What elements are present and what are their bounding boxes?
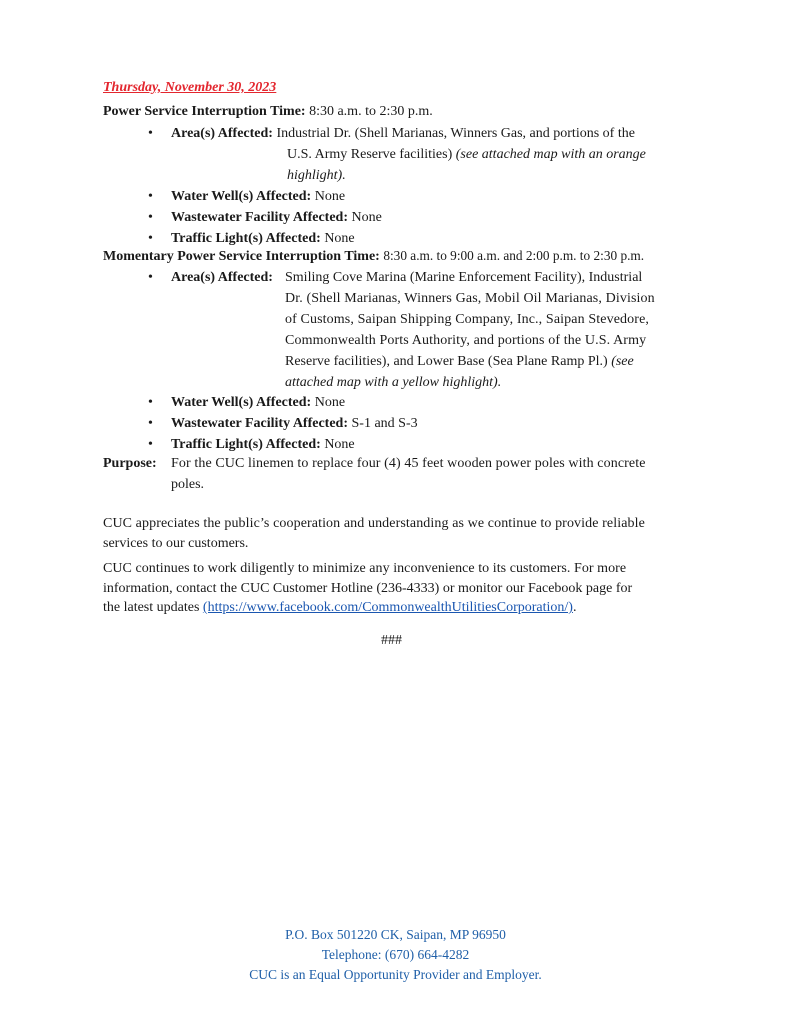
power-interruption-line xyxy=(103,101,433,122)
bullet-icon: • xyxy=(148,416,153,431)
wastewater-value-2: S-1 and S-3 xyxy=(351,416,418,431)
area2-l1: Smiling Cove Marina (Marine Enforcement Facility), Industrial xyxy=(285,270,643,285)
area2-l4: Commonwealth Ports Authority, and portions of the U.S. Army xyxy=(285,333,647,348)
wastewater-line xyxy=(171,207,382,228)
area2-l5-italic: (see xyxy=(611,354,634,369)
end-mark: ### xyxy=(381,633,402,648)
area-affected-line-2 xyxy=(171,267,273,288)
traffic-light-value-2: None xyxy=(324,437,355,452)
wastewater-label-2: Wastewater Facility Affected: xyxy=(171,416,349,431)
water-well-value-2: None xyxy=(314,395,346,410)
facebook-link[interactable]: (https://www.facebook.com/CommonwealthUtilitiesCorporation/) xyxy=(202,600,573,615)
bullet-icon: • xyxy=(148,189,153,204)
area2-l5-line xyxy=(285,351,634,372)
area-text-3-italic: highlight). xyxy=(287,168,346,183)
area2-l2: Dr. (Shell Marianas, Winners Gas, Mobil Oil Marianas, Division xyxy=(285,291,655,306)
momentary-interruption-value: 8:30 a.m. to 9:00 a.m. and 2:00 p.m. to 2:30 p.m. xyxy=(383,248,645,263)
wastewater-line-2 xyxy=(171,413,418,434)
bullet-icon: • xyxy=(148,437,153,452)
water-well-line-2 xyxy=(171,392,345,413)
area-affected-line xyxy=(171,123,635,144)
power-interruption-label: Power Service Interruption Time: xyxy=(103,104,306,119)
bullet-icon: • xyxy=(148,395,153,410)
purpose-text-2: poles. xyxy=(171,477,205,492)
bullet-icon: • xyxy=(148,126,153,141)
area-text-1: Industrial Dr. (Shell Marianas, Winners Gas, and portions of the xyxy=(276,126,635,141)
footer-address: P.O. Box 501220 CK, Saipan, MP 96950 xyxy=(285,927,506,942)
paragraph-1-line-2: services to our customers. xyxy=(103,536,249,551)
momentary-interruption-label: Momentary Power Service Interruption Time: xyxy=(103,249,380,264)
purpose-label: Purpose: xyxy=(103,456,157,471)
water-well-label-2: Water Well(s) Affected: xyxy=(171,395,312,410)
area2-l5: Reserve facilities), and Lower Base (Sea Plane Ramp Pl.) xyxy=(285,354,608,369)
footer-eeo: CUC is an Equal Opportunity Provider and Employer. xyxy=(249,967,542,982)
footer-phone: Telephone: (670) 664-4282 xyxy=(321,947,470,962)
bullet-icon: • xyxy=(148,210,153,225)
water-well-label: Water Well(s) Affected: xyxy=(171,189,312,204)
bullet-icon: • xyxy=(148,270,153,285)
traffic-light-line-2 xyxy=(171,434,355,455)
water-well-line xyxy=(171,186,345,207)
area-label: Area(s) Affected: xyxy=(171,126,273,141)
date-heading: Thursday, November 30, 2023 xyxy=(103,80,277,95)
area2-l3: of Customs, Saipan Shipping Company, Inc., Saipan Stevedore, xyxy=(285,312,650,327)
momentary-interruption-line xyxy=(103,245,644,267)
paragraph-2-line-2: information, contact the CUC Customer Hotline (236-4333) or monitor our Facebook page for xyxy=(103,581,633,596)
water-well-value: None xyxy=(314,189,346,204)
paragraph-2-line-1: CUC continues to work diligently to minimize any inconvenience to its customers. For more xyxy=(103,561,627,576)
area-label-2: Area(s) Affected: xyxy=(171,270,273,285)
area-text-2: U.S. Army Reserve facilities) xyxy=(287,147,453,162)
area-text-2-italic: (see attached map with an orange xyxy=(455,147,646,162)
wastewater-label: Wastewater Facility Affected: xyxy=(171,210,349,225)
wastewater-value: None xyxy=(351,210,382,225)
traffic-light-value: None xyxy=(324,231,355,246)
period: . xyxy=(572,600,577,615)
paragraph-1-line-1: CUC appreciates the public’s cooperation and understanding as we continue to provide reliable xyxy=(103,516,645,531)
area2-l6-italic: attached map with a yellow highlight). xyxy=(285,375,502,390)
purpose-text-1: For the CUC linemen to replace four (4) 45 feet wooden power poles with concrete xyxy=(171,456,646,471)
area-text-line-2 xyxy=(287,144,646,165)
bullet-icon: • xyxy=(148,231,153,246)
traffic-light-label: Traffic Light(s) Affected: xyxy=(171,231,321,246)
power-interruption-value: 8:30 a.m. to 2:30 p.m. xyxy=(309,104,433,119)
traffic-light-label-2: Traffic Light(s) Affected: xyxy=(171,437,321,452)
paragraph-2-text-3: the latest updates xyxy=(103,600,200,615)
paragraph-2-line-3 xyxy=(103,597,576,618)
